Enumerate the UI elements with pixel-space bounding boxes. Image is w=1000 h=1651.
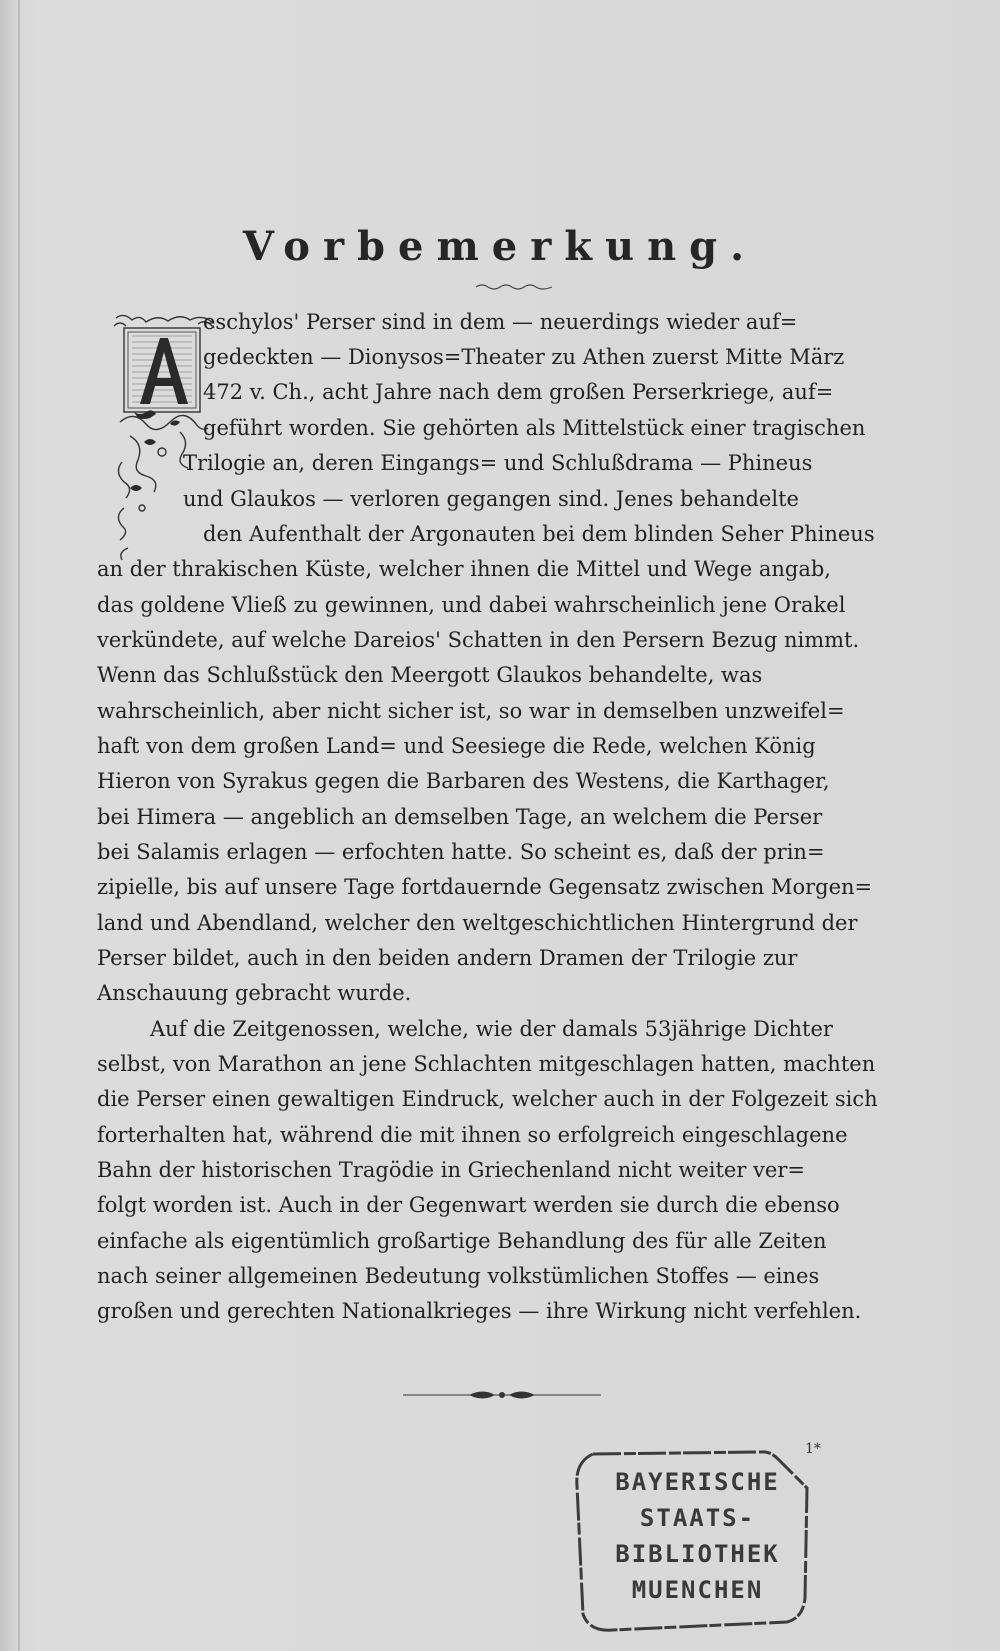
text-line: zipielle, bis auf unsere Tage fortdauernde Gegensatz zwischen Morgen=	[97, 875, 873, 899]
text-line: bei Himera — angeblich an demselben Tage, an welchem die Perser	[97, 805, 823, 829]
text-line: gedeckten — Dionysos=Theater zu Athen zuerst Mitte März	[203, 345, 845, 369]
library-stamp	[565, 1448, 830, 1636]
text-line: Anschauung gebracht wurde.	[97, 981, 412, 1005]
text-line: Trilogie an, deren Eingangs= und Schlußdrama — Phineus	[183, 451, 813, 475]
text-line: bei Salamis erlagen — erfochten hatte. So scheint es, daß der prin=	[97, 840, 825, 864]
page-title: Vorbemerkung.	[242, 222, 758, 270]
text-line: wahrscheinlich, aber nicht sicher ist, so war in demselben unzweifel=	[97, 699, 845, 723]
text-line: den Aufenthalt der Argonauten bei dem blinden Seher Phineus	[203, 522, 875, 546]
text-line: 472 v. Ch., acht Jahre nach dem großen Perserkriege, auf=	[203, 380, 834, 404]
text-line: geführt worden. Sie gehörten als Mittelstück einer tragischen	[203, 416, 866, 440]
text-line: an der thrakischen Küste, welcher ihnen die Mittel und Wege angab,	[97, 557, 831, 581]
title-ornament-rule	[474, 281, 554, 291]
text-line: das goldene Vließ zu gewinnen, und dabei wahrscheinlich jene Orakel	[97, 593, 846, 617]
text-line: Auf die Zeitgenossen, welche, wie der damals 53jährige Dichter	[150, 1017, 833, 1041]
text-line: eschylos' Perser sind in dem — neuerdings wieder auf=	[203, 310, 798, 334]
text-line: verkündete, auf welche Dareios' Schatten in den Persern Bezug nimmt.	[97, 628, 860, 652]
text-line: folgt worden ist. Auch in der Gegenwart werden sie durch die ebenso	[97, 1193, 840, 1217]
text-line: Wenn das Schlußstück den Meergott Glaukos behandelte, was	[97, 663, 763, 687]
text-line: land und Abendland, welcher den weltgeschichtlichen Hintergrund der	[97, 911, 858, 935]
text-line: und Glaukos — verloren gegangen sind. Jenes behandelte	[183, 487, 799, 511]
text-line: selbst, von Marathon an jene Schlachten mitgeschlagen hatten, machten	[97, 1052, 876, 1076]
end-ornament-rule	[403, 1388, 601, 1402]
signature-mark: 1*	[805, 1441, 821, 1457]
text-line: Bahn der historischen Tragödie in Griechenland nicht weiter ver=	[97, 1158, 805, 1182]
text-line: großen und gerechten Nationalkrieges — ihre Wirkung nicht verfehlen.	[97, 1299, 862, 1323]
decorated-initial-letter	[110, 312, 218, 562]
text-line: nach seiner allgemeinen Bedeutung volkstümlichen Stoffes — eines	[97, 1264, 820, 1288]
text-line: die Perser einen gewaltigen Eindruck, welcher auch in der Folgezeit sich	[97, 1087, 878, 1111]
text-line: einfache als eigentümlich großartige Behandlung des für alle Zeiten	[97, 1229, 827, 1253]
text-line: Perser bildet, auch in den beiden andern Dramen der Trilogie zur	[97, 946, 798, 970]
stamp-line: MUENCHEN	[631, 1576, 764, 1604]
stamp-line: BAYERISCHE	[615, 1468, 780, 1496]
text-line: forterhalten hat, während die mit ihnen so erfolgreich eingeschlagene	[97, 1123, 848, 1147]
stamp-line: STAATS-	[639, 1504, 756, 1532]
text-line: Hieron von Syrakus gegen die Barbaren des Westens, die Karthager,	[97, 769, 830, 793]
text-line: haft von dem großen Land= und Seesiege die Rede, welchen König	[97, 734, 816, 758]
stamp-line: BIBLIOTHEK	[615, 1540, 780, 1568]
